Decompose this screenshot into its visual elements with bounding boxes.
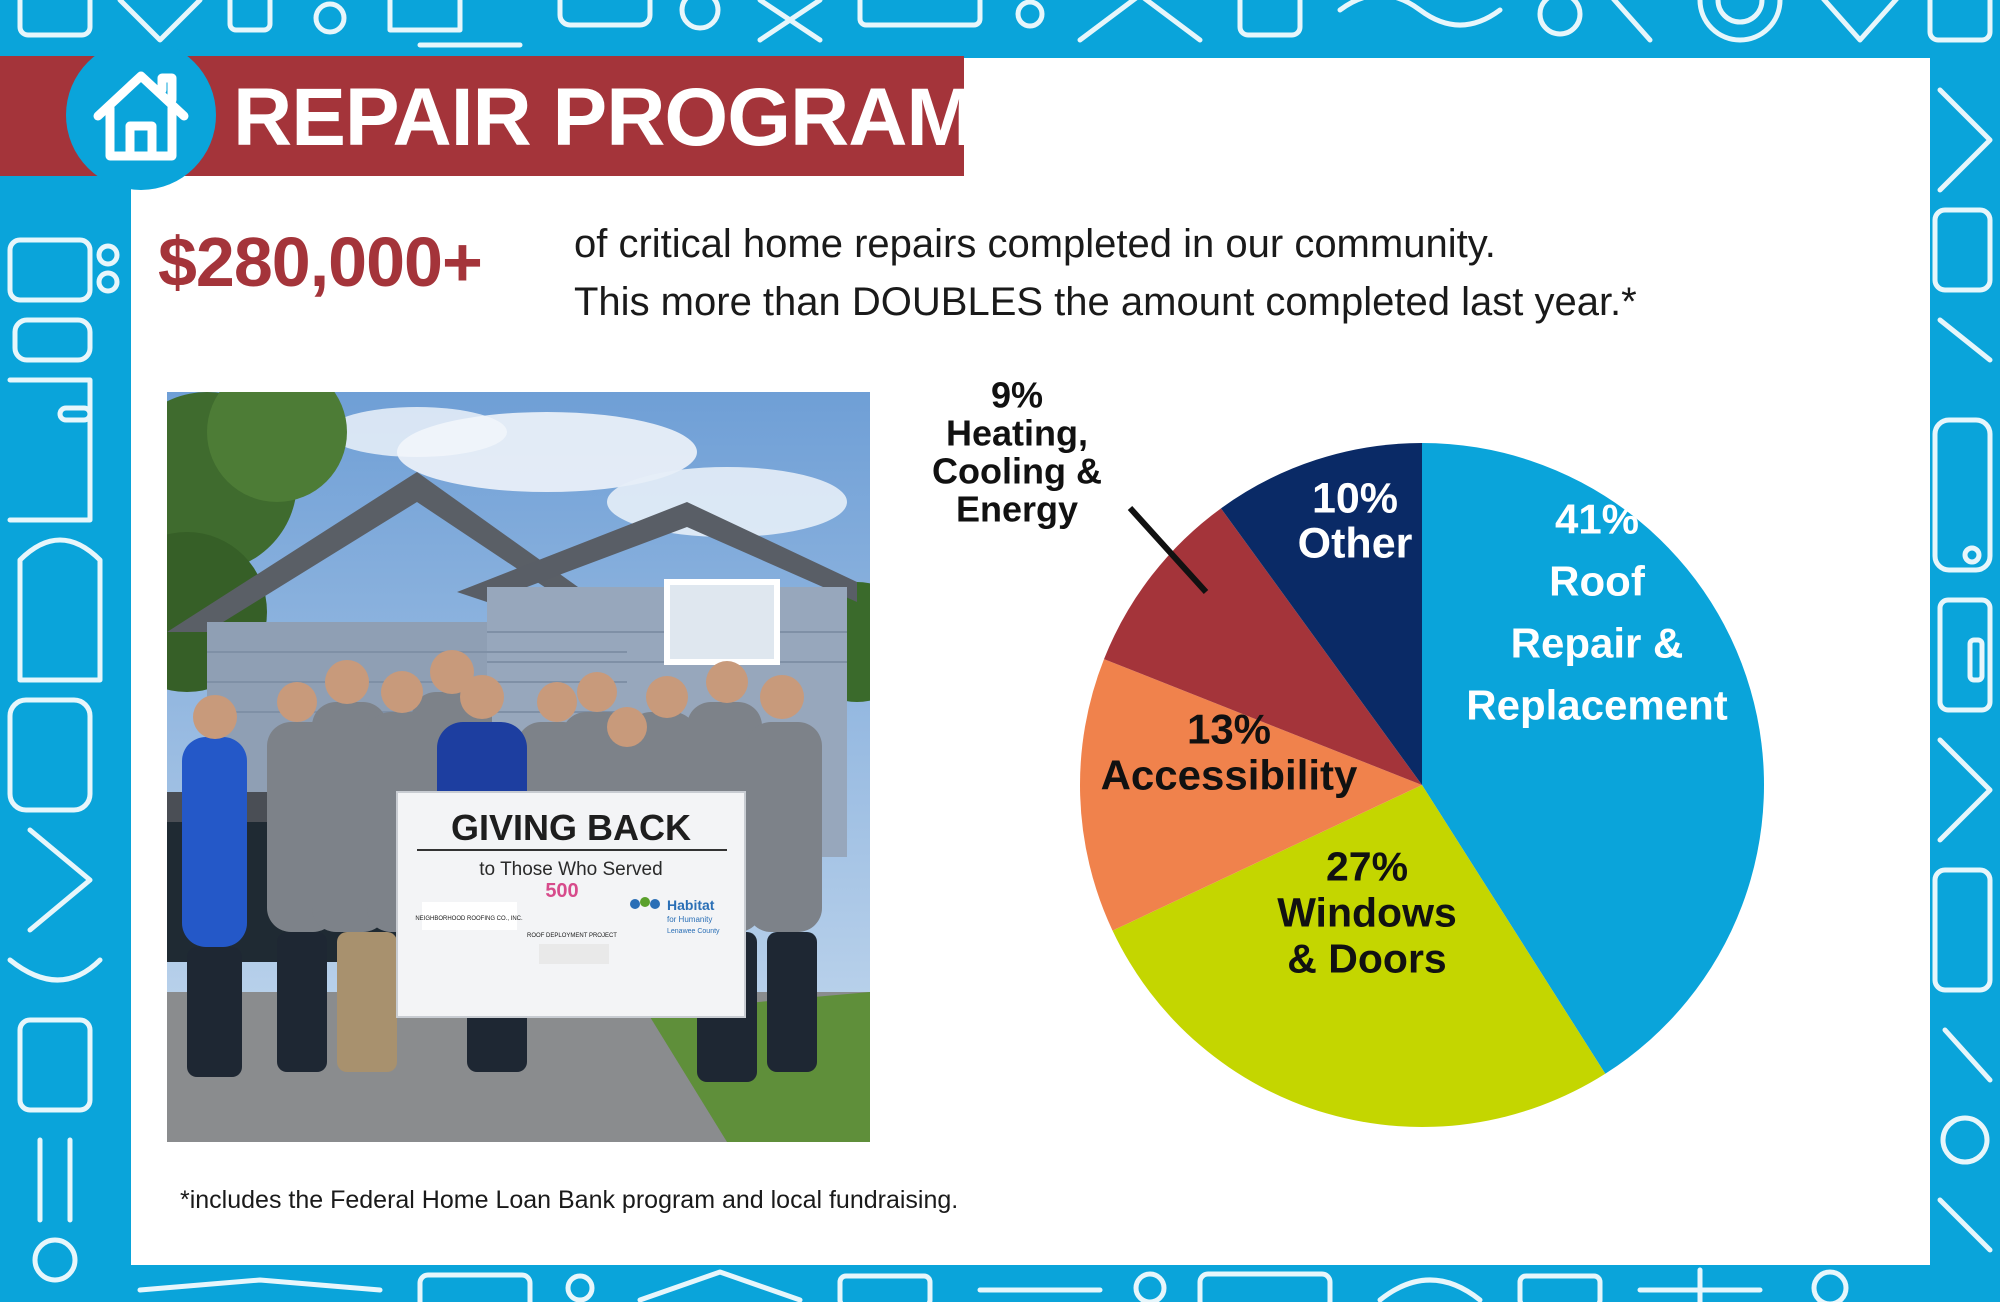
pie-slice-0-category-label: Repair &	[1510, 619, 1684, 667]
headline-line-2: This more than DOUBLES the amount completed last year.*	[574, 280, 1637, 324]
amount-headline: $280,000+	[158, 223, 482, 301]
banner-heading: GIVING BACK	[450, 807, 692, 848]
habitat-logo-subtitle: for Humanity	[667, 915, 713, 924]
500-logo-text: ROOF DEPLOYMENT PROJECT	[527, 933, 617, 939]
habitat-logo-title: Habitat	[667, 897, 715, 913]
pie-slice-2-category-label: Accessibility	[1100, 751, 1358, 799]
pie-slice-3-category-label: Heating,	[945, 412, 1089, 454]
pie-slice-1-percent-label: 27%	[1325, 843, 1409, 890]
headline-line-1: of critical home repairs completed in our community.	[574, 222, 1496, 266]
500-logo-number: 500	[545, 880, 579, 902]
roofing-logo-text: NEIGHBORHOOD ROOFING CO., INC.	[415, 916, 523, 922]
habitat-logo-county: Lenawee County	[667, 928, 720, 935]
pie-slice-3-percent-label: 9%	[990, 374, 1044, 416]
pie-slice-1-category-label: & Doors	[1287, 935, 1447, 982]
pie-slice-3-category-label: Energy	[955, 488, 1079, 530]
pie-slice-0-percent-label: 41%	[1554, 495, 1640, 543]
pie-slice-4-category-label: Other	[1297, 519, 1413, 568]
pie-slice-2-percent-label: 13%	[1186, 705, 1272, 753]
banner-subheading: to Those Who Served	[479, 859, 663, 880]
footnote: *includes the Federal Home Loan Bank program and local fundraising.	[180, 1186, 959, 1214]
pie-slice-3-category-label: Cooling &	[932, 450, 1102, 492]
pie-slice-0-category-label: Roof	[1549, 557, 1645, 605]
page-title: REPAIR PROGRAM	[233, 72, 974, 163]
pie-slice-1-category-label: Windows	[1277, 889, 1457, 936]
pie-slice-0-category-label: Replacement	[1466, 681, 1728, 729]
pie-slice-4-percent-label: 10%	[1311, 474, 1399, 523]
